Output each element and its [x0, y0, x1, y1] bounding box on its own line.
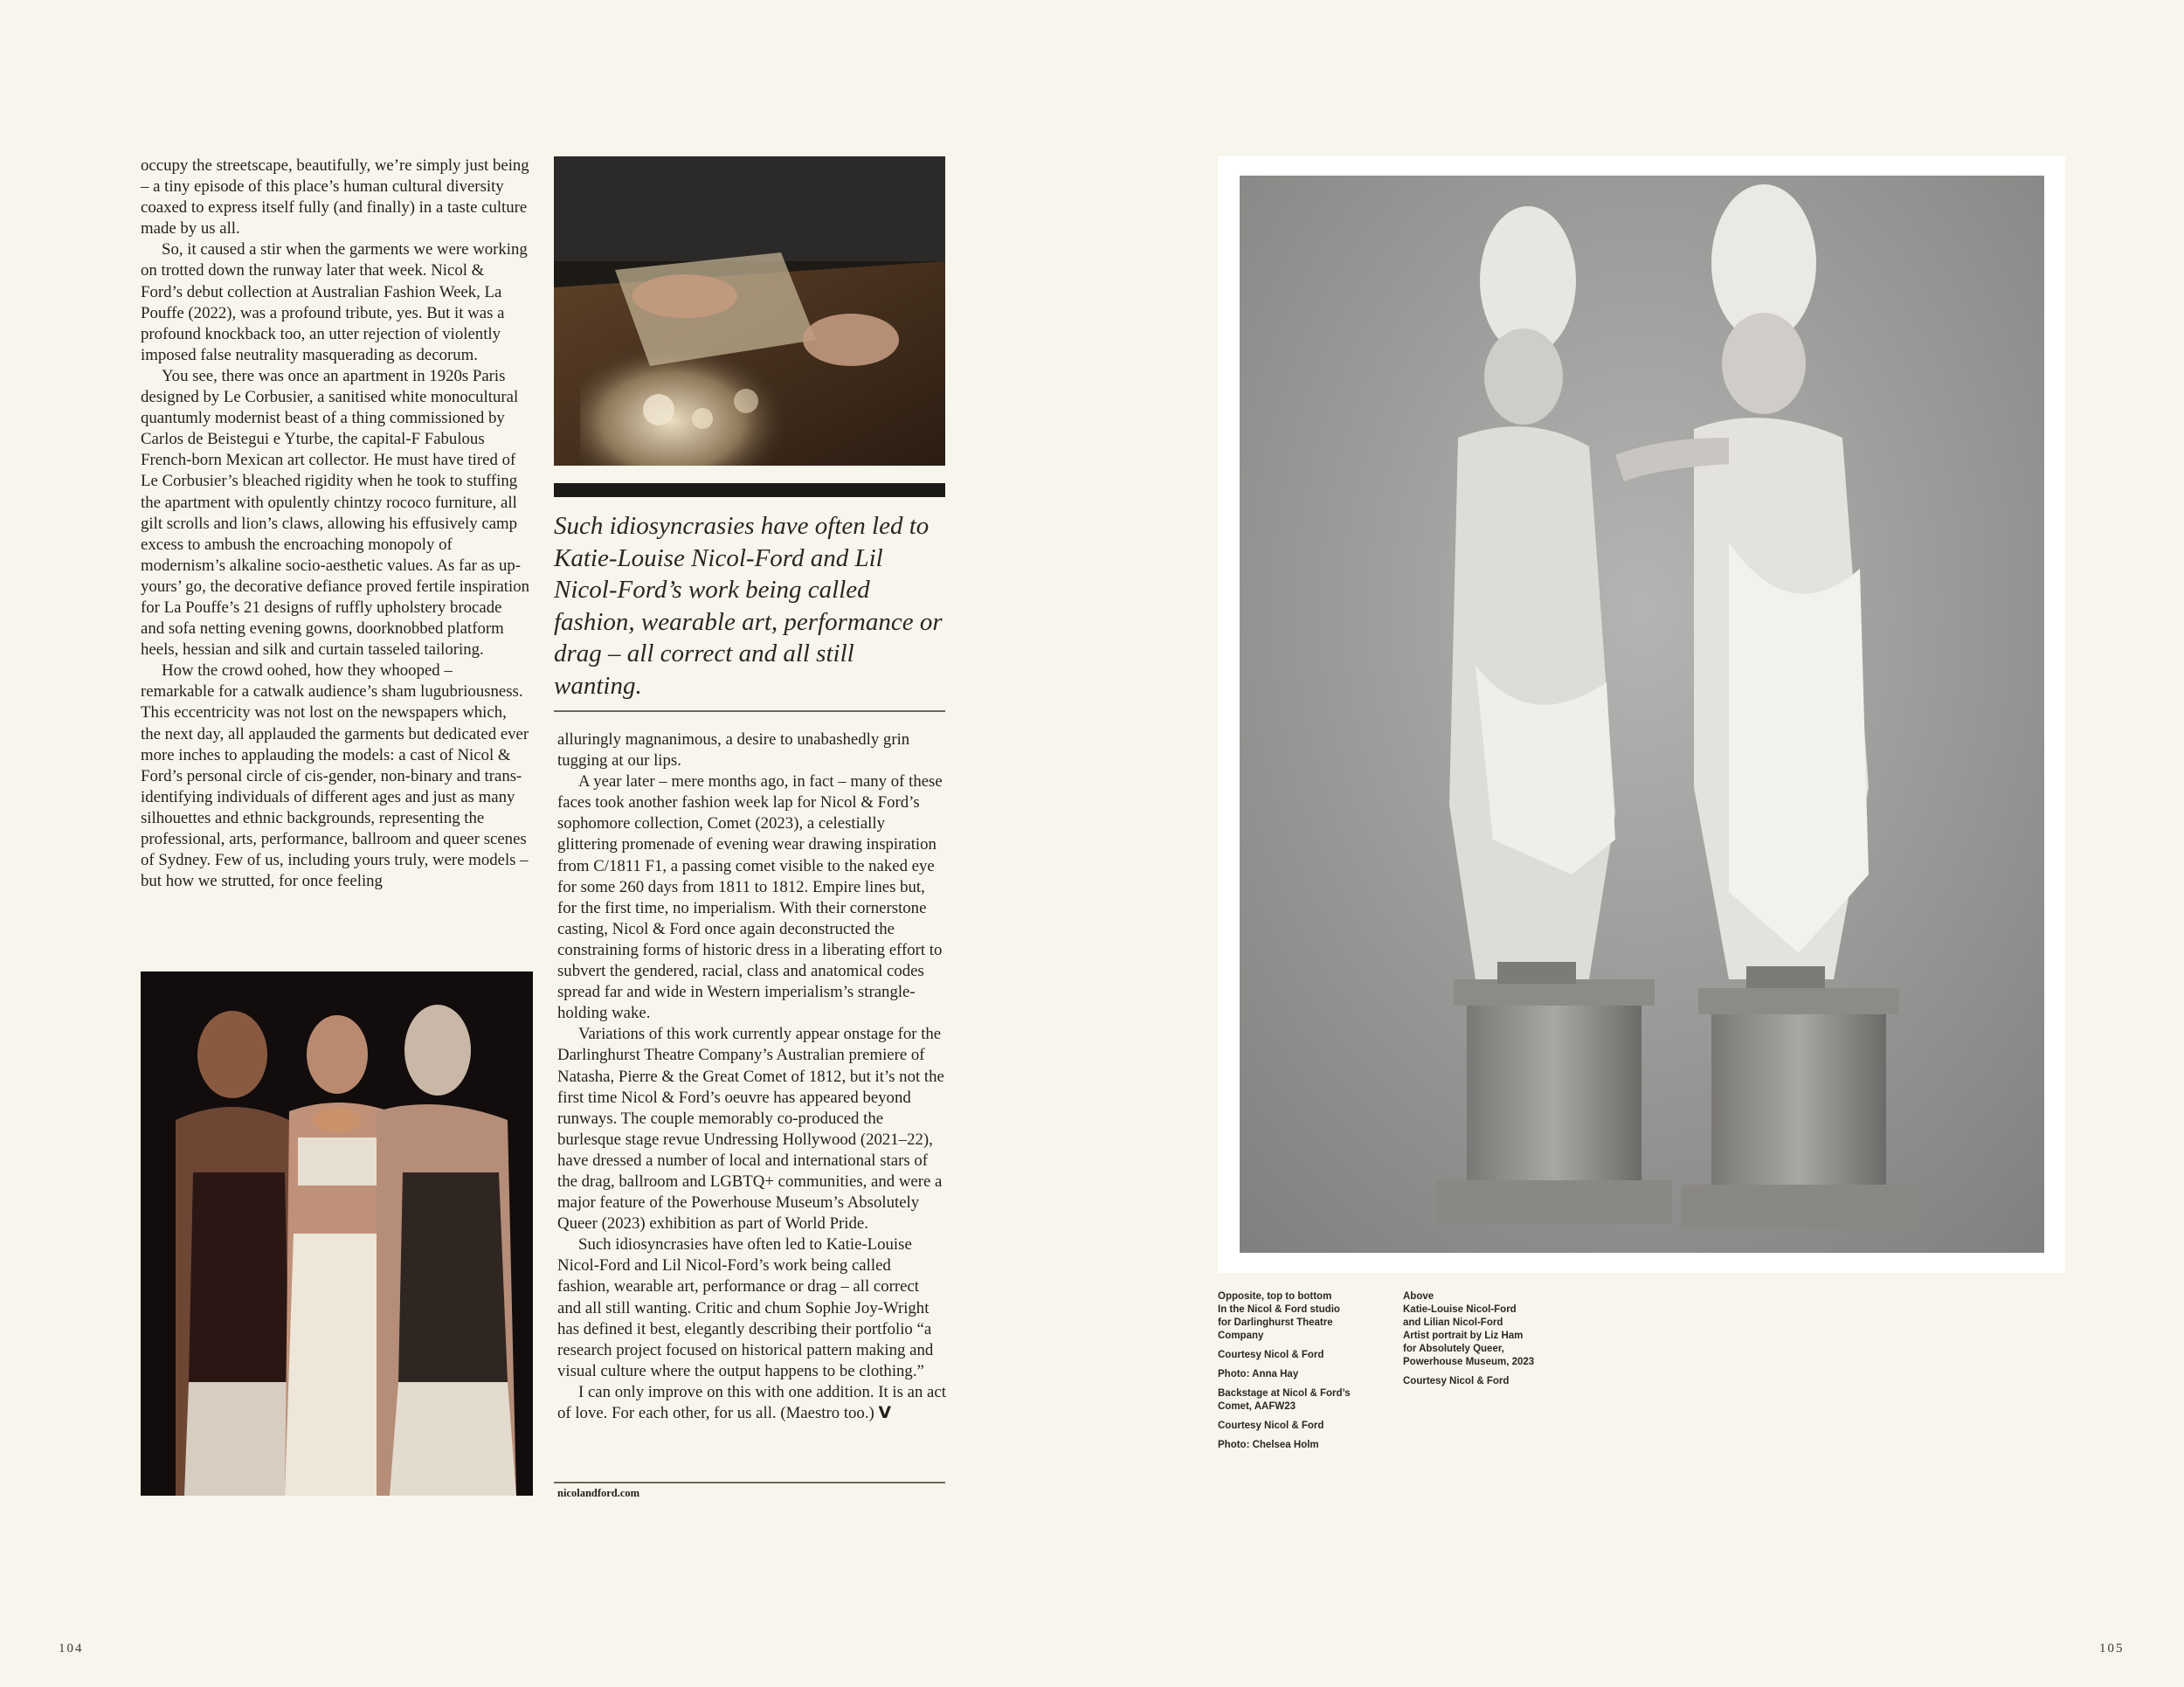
caption-line: for Darlinghurst Theatre [1218, 1317, 1333, 1328]
caption-credit: Courtesy Nicol & Ford [1403, 1376, 1510, 1386]
paragraph: A year later – mere months ago, in fact – many of these faces took another fashion week lap for Nicol & Ford’s sophomore collection, Comet (2023), a celestially glittering promenade of evening wear drawing inspiration from C/1811 F1, a passing comet visible to the naked eye for some 260 days from 1811 to 1812. Empire lines but, for the first time, no imperialism. With their cornerstone casting, Nicol & Ford once again deconstructed the constraining forms of historic dress in a liberating effort to subvert the gendered, racial, class and anatomical codes spread far and wide in Western imperialism’s strangle-holding wake. [557, 772, 943, 1023]
end-mark-icon: V [878, 1404, 892, 1422]
article-column-1 [141, 156, 529, 892]
website-link[interactable]: nicolandford.com [557, 1487, 640, 1499]
caption-line: Backstage at Nicol & Ford’s [1218, 1388, 1351, 1399]
paragraph: occupy the streetscape, beautifully, we’re simply just being – a tiny episode of this place’s human cultural diversity coaxed to express itself fully (and finally) in a taste culture made by us all. [141, 156, 529, 239]
caption-left [1218, 1290, 1393, 1458]
divider-rule [554, 1482, 945, 1483]
paragraph: Variations of this work currently appear onstage for the Darlinghurst Theatre Company’s Australian premiere of Natasha, Pierre & the Great Comet of 1812, but it’s not the first time Nicol & Ford’s oeuvre has appeared beyond runways. The couple memorably co-produced the burlesque stage revue Undressing Hollywood (2021–22), have dressed a number of local and international stars of the drag, ballroom and LGBTQ+ communities, and were a major feature of the Powerhouse Museum’s Absolutely Queer (2023) exhibition as part of World Pride. [557, 1025, 944, 1234]
caption-line: Above [1403, 1291, 1434, 1302]
backstage-photo [141, 971, 533, 1496]
caption-line: Comet, AAFW23 [1218, 1401, 1296, 1412]
article-column-2 [557, 729, 946, 1424]
paragraph: So, it caused a stir when the garments we were working on trotted down the runway later that week. Nicol & Ford’s debut collection at Australian Fashion Week, La Pouffe (2022), was a profound tribute, yes. But it was a profound knockback too, an utter rejection of violently imposed false neutrality masquerading as decorum. [141, 240, 528, 364]
caption-line: Powerhouse Museum, 2023 [1403, 1357, 1535, 1367]
divider-rule [554, 710, 945, 712]
pull-quote: Such idiosyncrasies have often led to Katie-Louise Nicol-Ford and Lil Nicol-Ford’s work being called fashion, wearable art, performance or drag – all correct and all still wanting. [554, 512, 943, 700]
caption-group [1403, 1290, 1586, 1369]
caption-line: Artist portrait by Liz Ham [1403, 1331, 1524, 1341]
page-number-right: 105 [2099, 1642, 2125, 1656]
caption-line: Opposite, top to bottom [1218, 1291, 1332, 1302]
caption-line: and Lilian Nicol-Ford [1403, 1317, 1503, 1328]
caption-group [1218, 1387, 1393, 1414]
caption-credit: Photo: Chelsea Holm [1218, 1440, 1319, 1450]
caption-line: Company [1218, 1331, 1264, 1341]
caption-line: for Absolutely Queer, [1403, 1344, 1504, 1354]
caption-line: Katie-Louise Nicol-Ford [1403, 1304, 1517, 1315]
page-number-left: 104 [59, 1642, 84, 1656]
paragraph: alluringly magnanimous, a desire to unabashedly grin tugging at our lips. [557, 730, 910, 771]
caption-credit: Photo: Anna Hay [1218, 1369, 1299, 1379]
paragraph: How the crowd oohed, how they whooped – remarkable for a catwalk audience’s sham lugubriousness. This eccentricity was not lost on the newspapers which, the next day, all applauded the garments but dedicated ever more inches to applauding the models: a cast of Nicol & Ford’s personal circle of cis-gender, non-binary and trans-identifying individuals of different ages and just as many silhouettes and ethnic backgrounds, representing the professional, arts, performance, ballroom and queer scenes of Sydney. Few of us, including yours truly, were models – but how we strutted, for once feeling [141, 661, 529, 891]
paragraph: You see, there was once an apartment in 1920s Paris designed by Le Corbusier, a sanitised white monocultural quantumly modernist beast of a thing commissioned by Carlos de Beistegui e Yturbe, the capital-F Fabulous French-born Mexican art collector. He must have tired of Le Corbusier’s bleached rigidity when he took to stuffing the apartment with opulently chintzy rococo furniture, all gilt scrolls and lion’s claws, allowing his effusively camp excess to ambush the encroaching monopoly of modernism’s alkaline socio-aesthetic values. As far as up-yours’ go, the decorative defiance proved fertile inspiration for La Pouffe’s 21 designs of ruffly upholstery brocade and sofa netting evening gowns, doorknobbed platform heels, hessian and silk and curtain tasseled tailoring. [141, 366, 530, 660]
studio-photo [554, 156, 945, 466]
paragraph: Such idiosyncrasies have often led to Katie-Louise Nicol-Ford and Lil Nicol-Ford’s work being called fashion, wearable art, performance or drag – all correct and all still wanting. Critic and chum Sophie Joy-Wright has defined it best, elegantly describing their portfolio “a research project focused on historical pattern making and visual culture where the output happens to be clothing.” [557, 1235, 934, 1380]
caption-right [1403, 1290, 1586, 1394]
divider-bar [554, 483, 945, 497]
caption-credit: Courtesy Nicol & Ford [1218, 1421, 1324, 1431]
paragraph-text: I can only improve on this with one addition. It is an act of love. For each other, for us all. (Maestro too.) [557, 1382, 946, 1422]
caption-credit: Courtesy Nicol & Ford [1218, 1350, 1324, 1360]
caption-group [1218, 1290, 1393, 1343]
paragraph [557, 1382, 946, 1424]
caption-line: In the Nicol & Ford studio [1218, 1304, 1340, 1315]
portrait-photo [1240, 176, 2044, 1253]
